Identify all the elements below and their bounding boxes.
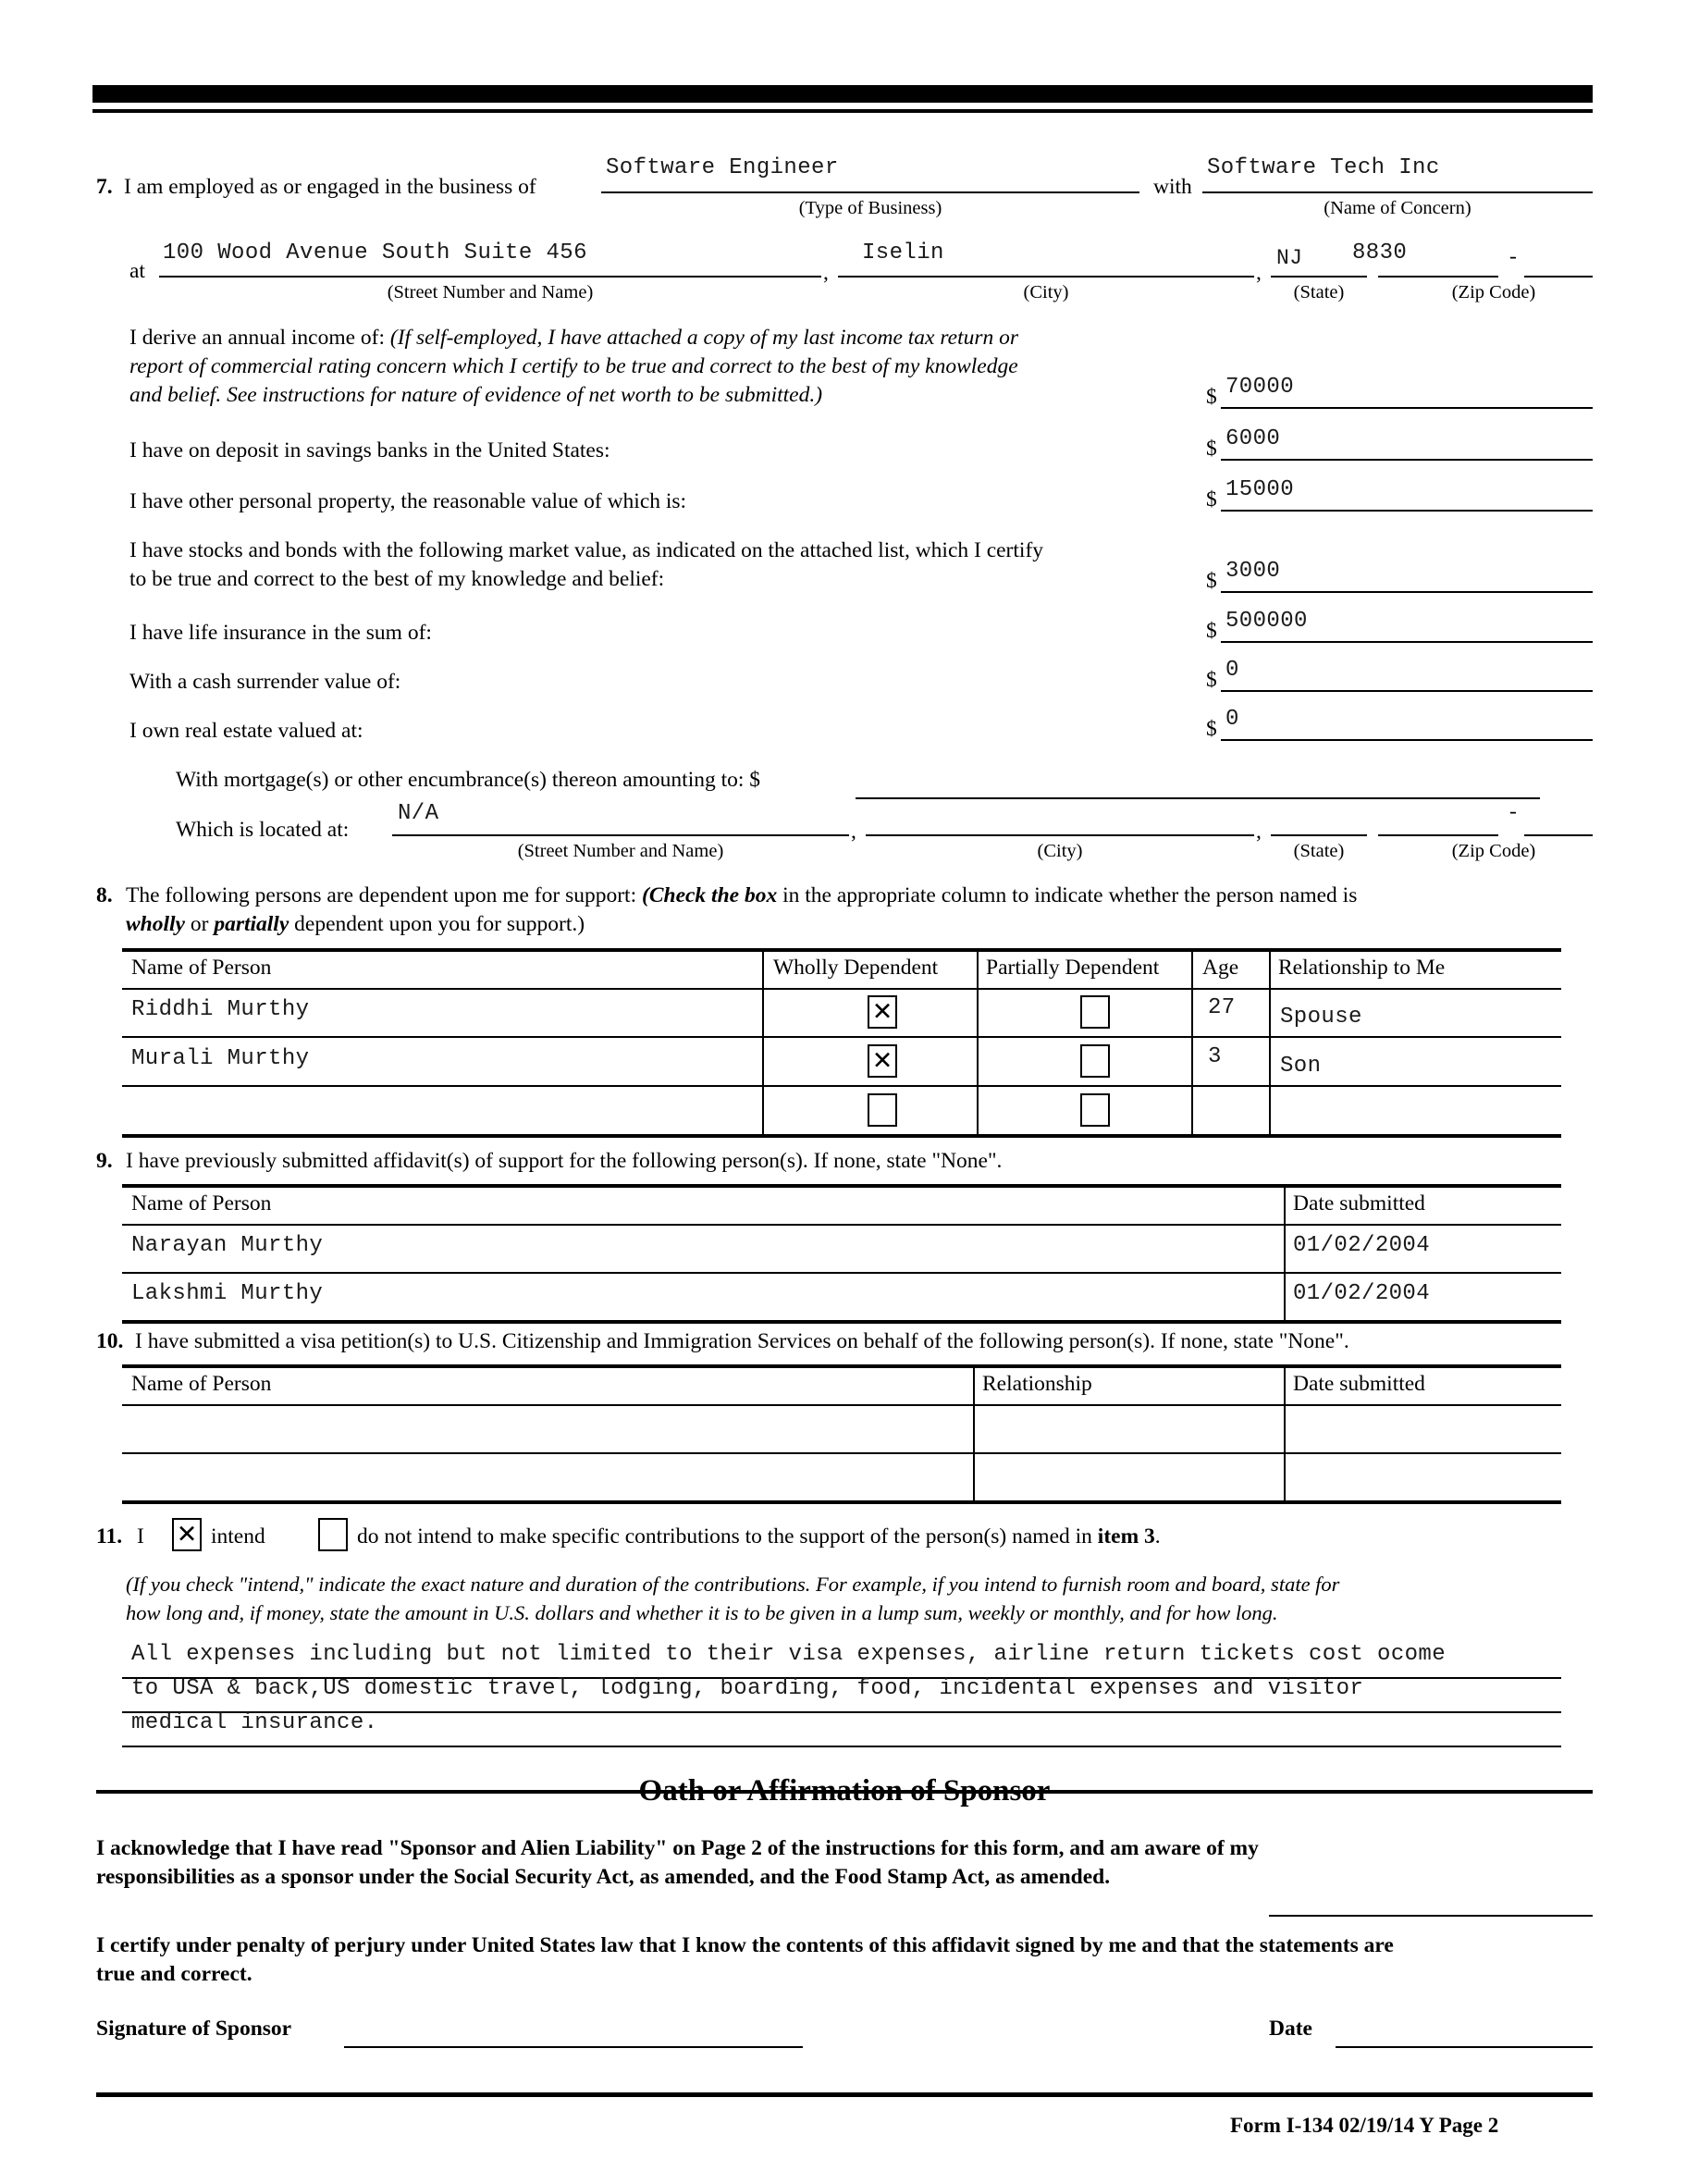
item8-col-divider-3 xyxy=(1191,948,1193,1136)
item7-city-value[interactable]: Iselin xyxy=(862,241,944,265)
item8-header-partially: Partially Dependent xyxy=(986,956,1160,980)
financial-row-5-label: With a cash surrender value of: xyxy=(129,670,401,694)
financial-row-0-value[interactable]: 70000 xyxy=(1225,375,1295,400)
item9-col-divider xyxy=(1284,1184,1286,1323)
financial-row-2-dollar: $ xyxy=(1206,487,1217,512)
located-street-value[interactable]: N/A xyxy=(398,801,439,826)
located-state-rule xyxy=(1271,834,1367,836)
date-rule xyxy=(1336,2046,1593,2048)
item8-row-0-partially-checkbox[interactable] xyxy=(1080,995,1110,1029)
financial-row-0-dollar: $ xyxy=(1206,385,1217,409)
item8-row-0-name[interactable]: Riddhi Murthy xyxy=(131,997,310,1022)
item11-do-not-intend-checkbox[interactable] xyxy=(318,1518,348,1551)
item11-i-label: I xyxy=(137,1524,144,1549)
item7-street-caption: (Street Number and Name) xyxy=(387,282,594,302)
item8-header-age: Age xyxy=(1202,956,1239,980)
item7-comma-1: , xyxy=(823,261,829,285)
item8-row-2-wholly-checkbox[interactable] xyxy=(868,1093,897,1127)
item11-answer-line-2[interactable]: medical insurance. xyxy=(131,1710,378,1735)
oath-para2-line1: I certify under penalty of perjury under United States law that I know the contents of this affidavit signed by me and that the statements are xyxy=(96,1933,1394,1957)
item9-table-row1-rule xyxy=(122,1272,1561,1274)
checkbox-x-icon: ✕ xyxy=(871,997,893,1027)
item8-row-1-wholly-checkbox[interactable] xyxy=(868,1044,897,1078)
item8-row-2-partially-checkbox[interactable] xyxy=(1080,1093,1110,1127)
item7-name-of-concern-value[interactable]: Software Tech Inc xyxy=(1207,155,1440,180)
item8-table-row2-rule xyxy=(122,1085,1561,1087)
item9-header-date: Date submitted xyxy=(1293,1191,1425,1215)
located-comma-1: , xyxy=(851,820,856,844)
financial-row-1-label: I have on deposit in savings banks in the United States: xyxy=(129,438,610,463)
footer-divider-rule xyxy=(96,2092,1593,2097)
financial-row-4-label: I have life insurance in the sum of: xyxy=(129,621,432,645)
footer-form-info: Form I-134 02/19/14 Y Page 2 xyxy=(1230,2114,1499,2137)
financial-row-1-dollar: $ xyxy=(1206,437,1217,461)
item10-col-divider-1 xyxy=(973,1364,975,1503)
financial-row-5-value[interactable]: 0 xyxy=(1225,658,1239,683)
financial-row-4-rule xyxy=(1221,641,1593,643)
signature-label: Signature of Sponsor xyxy=(96,2017,292,2041)
item8-row-0-wholly-checkbox[interactable] xyxy=(868,995,897,1029)
financial-row-6-dollar: $ xyxy=(1206,717,1217,741)
item10-header-date: Date submitted xyxy=(1293,1372,1425,1396)
checkbox-x-icon: ✕ xyxy=(176,1520,198,1549)
financial-row-0-line-2: and belief. See instructions for nature of evidence of net worth to be submitted.) xyxy=(129,383,823,407)
financial-row-0-line-0: I derive an annual income of: (If self-employed, I have attached a copy of my last income tax return or xyxy=(129,326,1019,350)
item7-with-label: with xyxy=(1153,175,1192,199)
item7-state-value[interactable]: NJ xyxy=(1276,246,1303,270)
item9-row-1-date[interactable]: 01/02/2004 xyxy=(1293,1281,1431,1306)
item7-at-label: at xyxy=(129,259,145,283)
financial-row-4-value[interactable]: 500000 xyxy=(1225,609,1308,634)
item11-answer-line-1[interactable]: to USA & back,US domestic travel, lodging, boarding, food, incidental expenses and visitor xyxy=(131,1676,1364,1701)
financial-row-3-value[interactable]: 3000 xyxy=(1225,559,1281,584)
item7-type-of-business-rule xyxy=(601,191,1139,193)
item7-street-value[interactable]: 100 Wood Avenue South Suite 456 xyxy=(163,241,587,265)
item10-text: I have submitted a visa petition(s) to U.S. Citizenship and Immigration Services on behalf of the following person(s). If none, state "None". xyxy=(135,1329,1349,1353)
item7-type-of-business-value[interactable]: Software Engineer xyxy=(606,155,839,180)
financial-row-0-line-1: report of commercial rating concern which I certify to be true and correct to the best of my knowledge xyxy=(129,354,1018,378)
item8-header-wholly: Wholly Dependent xyxy=(773,956,939,980)
located-comma-2: , xyxy=(1256,820,1262,844)
item9-table-header-rule xyxy=(122,1224,1561,1226)
item9-text: I have previously submitted affidavit(s) of support for the following person(s). If none, state "None". xyxy=(126,1149,1003,1173)
financial-row-6-rule xyxy=(1221,739,1593,741)
item10-header-relationship: Relationship xyxy=(982,1372,1092,1396)
financial-row-2-value[interactable]: 15000 xyxy=(1225,477,1295,502)
item7-type-of-business-caption: (Type of Business) xyxy=(798,198,942,218)
financial-row-3-line-0: I have stocks and bonds with the following market value, as indicated on the attached list, which I certify xyxy=(129,538,1044,562)
item11-instruction-line-2: how long and, if money, state the amount in U.S. dollars and whether it is to be given in a lump sum, weekly or monthly, and for how long. xyxy=(126,1601,1278,1624)
item11-do-not-intend-label: do not intend to make specific contributions to the support of the person(s) named in item 3. xyxy=(357,1524,1161,1549)
located-zip-caption: (Zip Code) xyxy=(1451,841,1536,861)
financial-row-3-dollar: $ xyxy=(1206,569,1217,593)
item7-number: 7. xyxy=(96,175,113,199)
item10-header-name: Name of Person xyxy=(131,1372,272,1396)
item11-number: 11. xyxy=(96,1524,123,1549)
mortgage-label: With mortgage(s) or other encumbrance(s) thereon amounting to: $ xyxy=(176,768,761,792)
item7-zip-rule xyxy=(1378,276,1498,278)
item8-row-1-relationship[interactable]: Son xyxy=(1280,1054,1322,1079)
item8-col-divider-1 xyxy=(762,948,764,1136)
financial-row-3-line-1: to be true and correct to the best of my knowledge and belief: xyxy=(129,567,665,591)
checkbox-x-icon: ✕ xyxy=(871,1046,893,1076)
item8-row-1-name[interactable]: Murali Murthy xyxy=(131,1046,310,1071)
item7-lead-text: I am employed as or engaged in the business of xyxy=(124,175,536,199)
item11-answer-rule-2 xyxy=(122,1746,1561,1747)
item7-city-caption: (City) xyxy=(1023,282,1069,302)
located-street-caption: (Street Number and Name) xyxy=(517,841,724,861)
item7-state-caption: (State) xyxy=(1293,282,1345,302)
item8-header-relationship: Relationship to Me xyxy=(1278,956,1446,980)
page-top-black-bar xyxy=(92,85,1593,103)
item8-text-line1: The following persons are dependent upon me for support: (Check the box in the appropriate column to indicate whether the person named is xyxy=(126,883,1358,907)
item7-state-rule xyxy=(1271,276,1367,278)
item8-text-line2: wholly or partially dependent upon you for support.) xyxy=(126,912,585,936)
oath-right-short-rule xyxy=(1269,1915,1593,1917)
item7-city-rule xyxy=(838,276,1254,278)
item8-header-name: Name of Person xyxy=(131,956,272,980)
financial-row-3-rule xyxy=(1221,591,1593,593)
item10-table-top-rule xyxy=(122,1364,1561,1368)
item9-number: 9. xyxy=(96,1149,113,1173)
financial-row-4-dollar: $ xyxy=(1206,619,1217,643)
located-street-rule xyxy=(392,834,849,836)
oath-para1-line2: responsibilities as a sponsor under the Social Security Act, as amended, and the Food Stamp Act, as amended. xyxy=(96,1865,1111,1889)
financial-row-1-value[interactable]: 6000 xyxy=(1225,426,1281,451)
located-zip-plus4-rule xyxy=(1524,834,1593,836)
financial-row-5-rule xyxy=(1221,690,1593,692)
oath-para2-line2: true and correct. xyxy=(96,1962,252,1986)
item8-table-row1-rule xyxy=(122,1036,1561,1038)
located-city-rule xyxy=(866,834,1254,836)
financial-row-2-rule xyxy=(1221,510,1593,512)
financial-row-0-rule xyxy=(1221,407,1593,409)
located-zip-dash: - xyxy=(1509,799,1517,823)
item10-table-bottom-rule xyxy=(122,1500,1561,1504)
financial-row-6-label: I own real estate valued at: xyxy=(129,719,363,743)
mortgage-rule xyxy=(856,797,1540,799)
item7-comma-2: , xyxy=(1256,261,1262,285)
item10-table-row1-rule xyxy=(122,1452,1561,1454)
date-label: Date xyxy=(1269,2017,1312,2041)
item8-col-divider-4 xyxy=(1269,948,1271,1136)
item11-intend-checkbox[interactable] xyxy=(172,1518,202,1551)
located-zip-rule xyxy=(1378,834,1498,836)
item7-zip-caption: (Zip Code) xyxy=(1451,282,1536,302)
item11-instruction-line-1: (If you check "intend," indicate the exact nature and duration of the contributions. For example, if you intend to furnish room and board, state for xyxy=(126,1573,1340,1596)
located-state-caption: (State) xyxy=(1293,841,1345,861)
item8-row-1-age[interactable]: 3 xyxy=(1208,1044,1222,1069)
item11-answer-line-0[interactable]: All expenses including but not limited to their visa expenses, airline return tickets cost ocome xyxy=(131,1642,1447,1667)
item7-name-of-concern-rule xyxy=(1202,191,1593,193)
financial-row-1-rule xyxy=(1221,459,1593,461)
item7-zip-plus4-rule xyxy=(1524,276,1593,278)
item8-row-0-relationship[interactable]: Spouse xyxy=(1280,1005,1362,1030)
item9-row-1-name[interactable]: Lakshmi Murthy xyxy=(131,1281,324,1306)
item7-zip-dash: - xyxy=(1509,244,1517,268)
financial-row-6-value[interactable]: 0 xyxy=(1225,707,1239,732)
item8-row-0-age[interactable]: 27 xyxy=(1208,995,1236,1020)
signature-rule xyxy=(344,2046,803,2048)
item8-table-bottom-rule xyxy=(122,1134,1561,1138)
item9-header-name: Name of Person xyxy=(131,1191,272,1215)
item11-intend-label: intend xyxy=(211,1524,265,1549)
item8-table-header-rule xyxy=(122,988,1561,990)
item9-table-bottom-rule xyxy=(122,1320,1561,1324)
located-city-caption: (City) xyxy=(1037,841,1083,861)
financial-row-5-dollar: $ xyxy=(1206,668,1217,692)
located-at-label: Which is located at: xyxy=(176,818,350,842)
item10-col-divider-2 xyxy=(1284,1364,1286,1503)
item8-number: 8. xyxy=(96,883,113,907)
item10-number: 10. xyxy=(96,1329,124,1353)
item7-street-rule xyxy=(159,276,821,278)
item7-zip-value[interactable]: 8830 xyxy=(1352,241,1408,265)
item9-table-top-rule xyxy=(122,1184,1561,1188)
item7-name-of-concern-caption: (Name of Concern) xyxy=(1324,198,1472,218)
item8-col-divider-2 xyxy=(977,948,979,1136)
item9-row-0-date[interactable]: 01/02/2004 xyxy=(1293,1233,1431,1258)
oath-para1-line1: I acknowledge that I have read "Sponsor and Alien Liability" on Page 2 of the instructions for this form, and am aware of my xyxy=(96,1836,1259,1860)
item9-row-0-name[interactable]: Narayan Murthy xyxy=(131,1233,324,1258)
financial-row-2-label: I have other personal property, the reasonable value of which is: xyxy=(129,489,687,513)
page-top-rule xyxy=(92,109,1593,113)
item8-row-1-partially-checkbox[interactable] xyxy=(1080,1044,1110,1078)
item8-table-top-rule xyxy=(122,948,1561,952)
oath-title: Oath or Affirmation of Sponsor xyxy=(638,1774,1051,1808)
item10-table-header-rule xyxy=(122,1404,1561,1406)
